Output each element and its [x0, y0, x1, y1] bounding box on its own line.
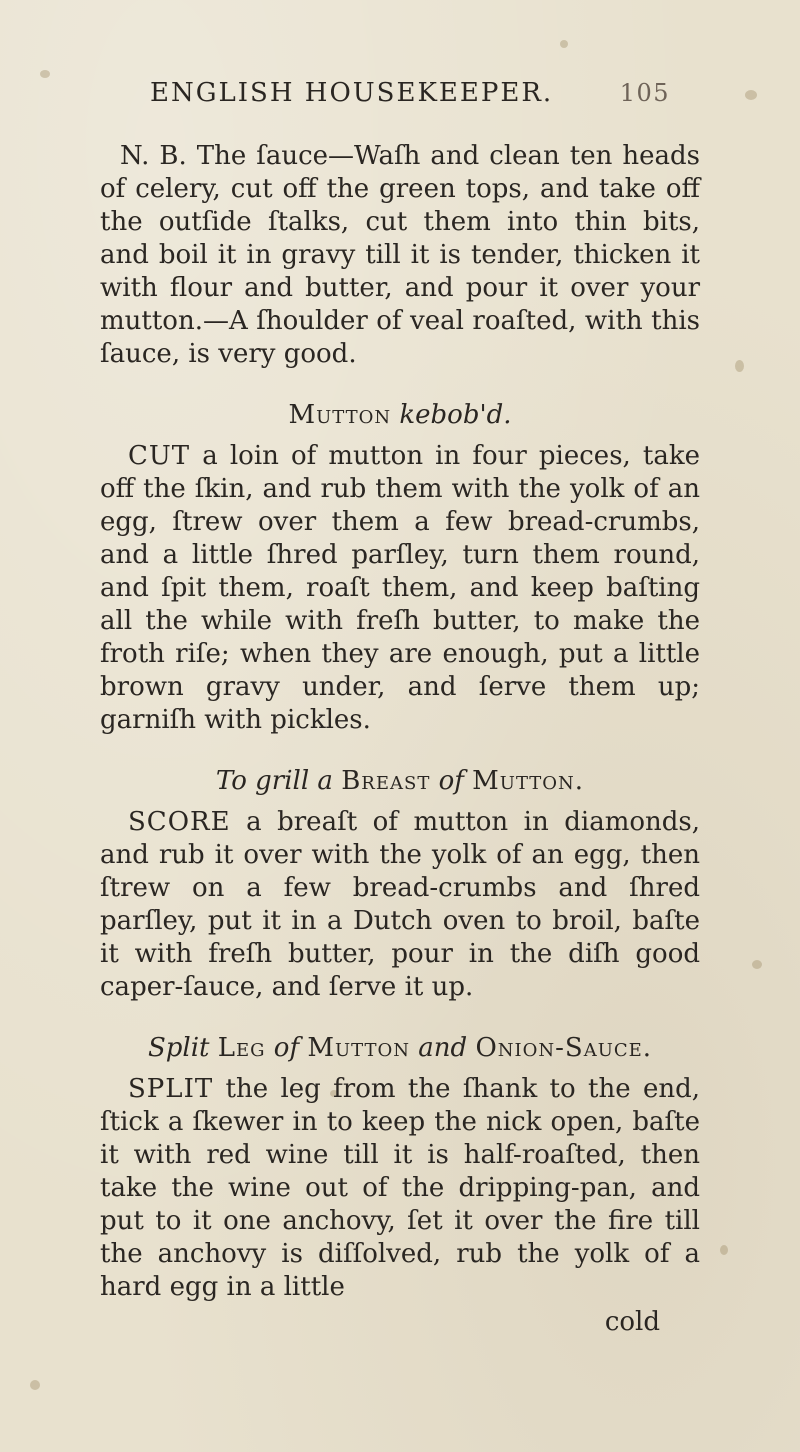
recipe-body-grill-breast [100, 806, 700, 1004]
paper-spot [752, 960, 762, 969]
page-number: 105 [619, 79, 670, 107]
recipe-title-grill-breast [100, 765, 700, 798]
recipe-title-mutton-kebobd [100, 399, 700, 432]
title-part: Mutton. [472, 766, 585, 796]
recipe-title-split-leg [100, 1032, 700, 1065]
recipe-lead-word: CUT [128, 441, 191, 471]
recipe-body-split-leg [100, 1073, 700, 1304]
title-part: Split [147, 1033, 218, 1063]
running-header [150, 78, 670, 108]
paper-spot [560, 40, 568, 48]
paper-spot [30, 1380, 40, 1390]
page-text [100, 140, 700, 1339]
paper-spot [735, 360, 744, 372]
paper-spot [40, 70, 50, 78]
title-part: Mutton [288, 400, 392, 430]
title-part: of [430, 766, 473, 796]
title-part: of [265, 1033, 308, 1063]
recipe-text: the leg from the ſhank to the end, ſtick a ſkewer in to keep the nick open, baſte it with red wine till it is half-roaſted, then take the wine out of the dripping-pan, and put to it one anchovy, ſet it over the fire till the anchovy is diſſolved, rub the yolk of a hard egg in a little [100, 1074, 700, 1302]
title-part: Leg [217, 1033, 266, 1063]
title-part: and [410, 1033, 476, 1063]
recipe-text: a loin of mutton in four pieces, take off the ſkin, and rub them with the yolk of an egg, ſtrew over them a few bread-crumbs, and a little ſhred parſley, turn them round, and ſpit them, roaſt them, and keep baſting all the while with freſh butter, to make the froth riſe; when they are enough, put a little brown gravy under, and ſerve them up; garniſh with pickles. [100, 441, 700, 735]
running-title: ENGLISH HOUSEKEEPER. [150, 78, 554, 108]
title-part: Breast [341, 766, 431, 796]
note-paragraph: N. B. The ſauce—Waſh and clean ten heads of celery, cut off the green tops, and take off the outſide ſtalks, cut them into thin bits, and boil it in gravy till it is tender, thicken it with flour and butter, and pour it over your mutton.—A ſhoulder of veal roaſted, with this ſauce, is very good. [100, 141, 700, 369]
title-part: Onion-Sauce. [475, 1033, 653, 1063]
paper-spot [745, 90, 757, 100]
recipe-body-mutton-kebobd [100, 440, 700, 737]
recipe-lead-word: SPLIT [128, 1074, 214, 1104]
paper-spot [720, 1245, 728, 1255]
catchword: cold [604, 1307, 660, 1337]
recipe-text: a breaſt of mutton in diamonds, and rub it over with the yolk of an egg, then ſtrew on a few bread-crumbs and ſhred parſley, put it in a Dutch oven to broil, baſte it with freſh butter, pour in the diſh good caper-ſauce, and ſerve it up. [100, 807, 700, 1002]
title-part: To grill a [215, 766, 342, 796]
title-part: Mutton [307, 1033, 411, 1063]
recipe-lead-word: SCORE [128, 807, 231, 837]
title-part: kebob'd. [391, 400, 512, 430]
